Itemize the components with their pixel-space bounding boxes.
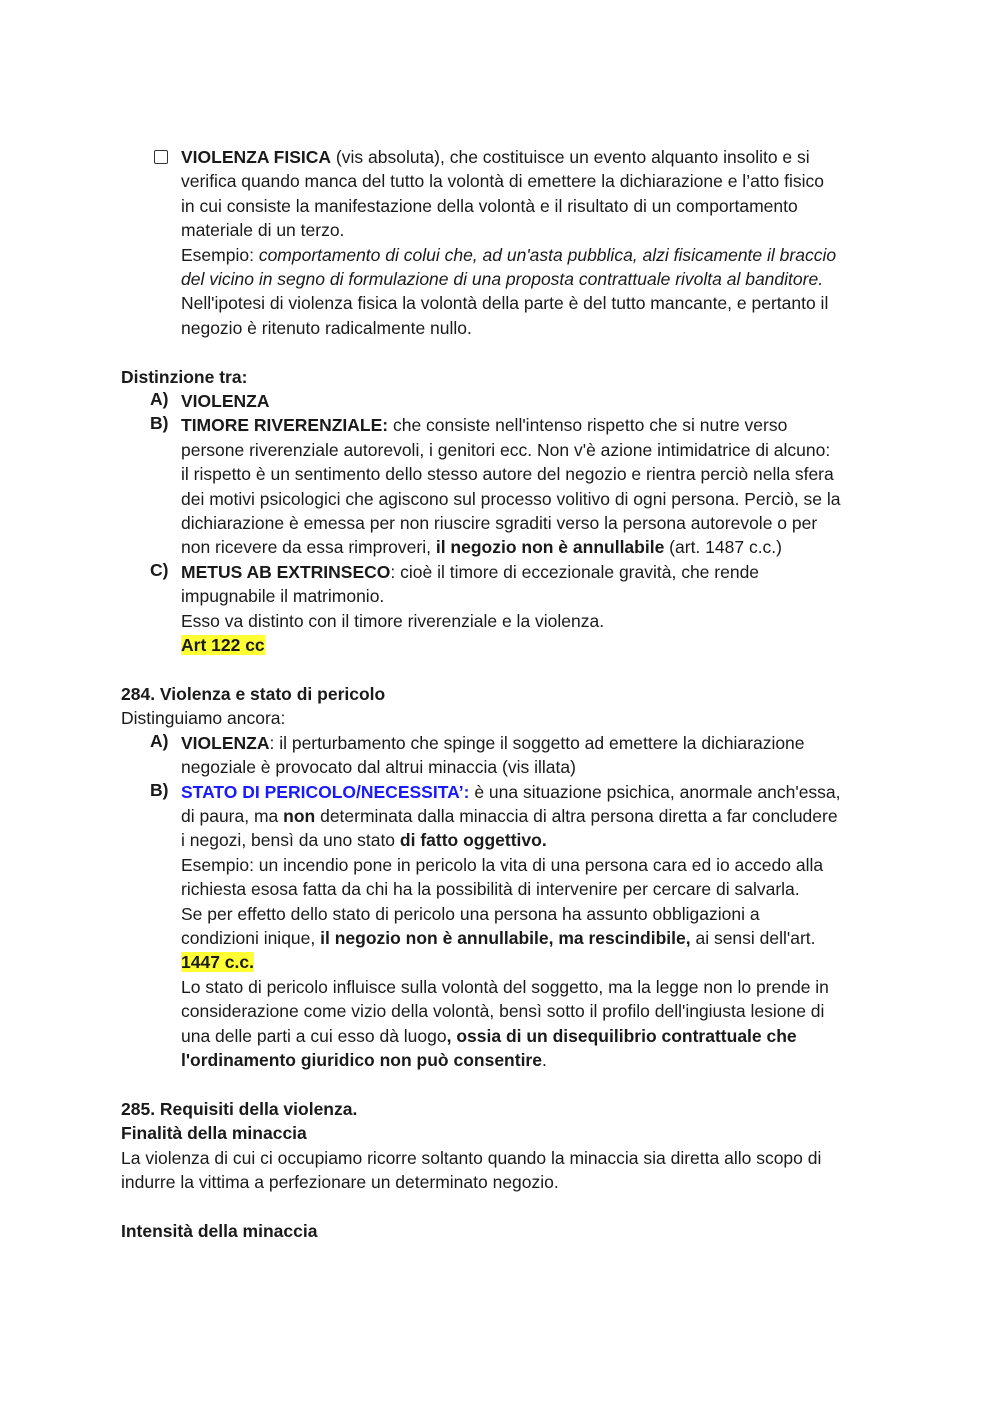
text-line: in cui consiste la manifestazione della volontà e il risultato di un comportamento: [181, 195, 798, 216]
text-line: richiesta esosa fatta da chi ha la possibilità di intervenire per cercare di salvarla.: [181, 879, 800, 900]
text-line: impugnabile il matrimonio.: [181, 586, 385, 607]
text-line: Lo stato di pericolo influisce sulla volontà del soggetto, ma la legge non lo prende in: [181, 976, 829, 997]
text-line: Esso va distinto con il timore riverenziale e la violenza.: [181, 610, 605, 631]
list-item-b: [121, 413, 881, 559]
highlighted-reference: Art 122 cc: [181, 635, 265, 656]
text-line: negozio è ritenuto radicalmente nullo.: [181, 317, 472, 338]
section-heading: 285. Requisiti della violenza.: [121, 1098, 358, 1119]
list-item-a: [121, 731, 881, 780]
text-line: Esempio: un incendio pone in pericolo la vita di una persona cara ed io accedo alla: [181, 854, 824, 875]
list-marker: B): [150, 779, 169, 800]
text-line: Distinguiamo ancora:: [121, 708, 286, 729]
text-bold: , ossia di un disequilibrio contrattuale che: [446, 1025, 797, 1046]
term-bold: VIOLENZA: [181, 732, 270, 753]
text-line: Nell'ipotesi di violenza fisica la volontà della parte è del tutto mancante, e pertanto il: [181, 293, 829, 314]
list-item-a: [121, 389, 881, 413]
section-heading: Distinzione tra:: [121, 366, 248, 387]
example-italic: comportamento di colui che, ad un'asta pubblica, alzi fisicamente il braccio: [258, 244, 837, 265]
text-bold: l'ordinamento giuridico non può consentire: [181, 1050, 542, 1070]
example-italic: del vicino in segno di formulazione di una proposta contrattuale rivolta al banditore.: [181, 269, 824, 290]
text-bold: il negozio non è annullabile: [435, 537, 665, 558]
term-bold: VIOLENZA FISICA: [181, 147, 332, 167]
text-line: il rispetto è un sentimento dello stesso autore del negozio e rientra perciò nella sfera: [181, 464, 834, 485]
text-line: Se per effetto dello stato di pericolo una persona ha assunto obbligazioni a: [181, 903, 760, 924]
highlighted-reference: 1447 c.c.: [181, 952, 254, 973]
list-marker: A): [150, 389, 169, 410]
text-bold: di fatto oggettivo.: [399, 830, 547, 851]
text-line: persone riverenziale autorevoli, i genitori ecc. Non v'è azione intimidatrice di alcuno:: [181, 439, 831, 460]
text: che consiste nell'intenso rispetto che si nutre verso: [388, 415, 788, 436]
text-bold: non: [283, 805, 316, 826]
text: ai sensi dell'art.: [690, 927, 816, 948]
text-line: verifica quando manca del tutto la volontà di emettere la dichiarazione e l’atto fisico: [181, 171, 825, 192]
subheading: Intensità della minaccia: [121, 1220, 318, 1241]
text-line: dei motivi psicologici che agiscono sul processo volitivo di ogni persona. Perciò, se la: [181, 488, 841, 509]
term-blue: STATO DI PERICOLO/NECESSITA’:: [181, 781, 470, 802]
list-marker: A): [150, 730, 169, 751]
text: Esempio:: [181, 244, 259, 265]
text: i negozi, bensì da uno stato: [181, 830, 400, 851]
checkbox-icon[interactable]: [154, 150, 168, 164]
document-page: [121, 145, 881, 1243]
list-marker: C): [150, 559, 169, 580]
text-line: considerazione come vizio della volontà, bensì sotto il profilo dell'ingiusta lesione di: [181, 1001, 825, 1022]
text-line: negoziale è provocato dal altrui minaccia (vis illata): [181, 757, 576, 778]
text: (art. 1487 c.c.): [664, 537, 782, 558]
text: determinata dalla minaccia di altra persona diretta a far concludere: [315, 805, 838, 826]
term-bold: VIOLENZA: [181, 391, 270, 412]
text: (vis absoluta), che costituisce un evento alquanto insolito e si: [331, 147, 810, 167]
text-bold: il negozio non è annullabile, ma rescindibile,: [320, 927, 691, 948]
term-bold: METUS AB EXTRINSECO: [181, 561, 391, 582]
text-line: materiale di un terzo.: [181, 220, 345, 241]
list-item-b: [121, 780, 881, 1073]
term-bold: TIMORE RIVERENZIALE:: [181, 415, 389, 436]
section-heading: 284. Violenza e stato di pericolo: [121, 683, 386, 704]
text: : il perturbamento che spinge il soggetto ad emettere la dichiarazione: [269, 732, 805, 753]
text: è una situazione psichica, anormale anch'essa,: [469, 781, 841, 802]
text: condizioni inique,: [181, 927, 321, 948]
text-line: La violenza di cui ci occupiamo ricorre soltanto quando la minaccia sia diretta allo scopo di: [121, 1147, 822, 1168]
text-line: dichiarazione è emessa per non riuscire sgraditi verso la persona autorevole o per: [181, 513, 818, 534]
text: .: [541, 1050, 547, 1070]
text: non ricevere da essa rimproveri,: [181, 537, 436, 558]
subheading: Finalità della minaccia: [121, 1123, 307, 1144]
text: una delle parti a cui esso dà luogo: [181, 1025, 447, 1046]
list-item-c: [121, 560, 881, 658]
text: di paura, ma: [181, 805, 284, 826]
text-line: indurre la vittima a perfezionare un determinato negozio.: [121, 1172, 559, 1193]
checklist-item-violenza-fisica: [121, 145, 881, 340]
text: : cioè il timore di eccezionale gravità, che rende: [390, 561, 760, 582]
list-marker: B): [150, 413, 169, 434]
